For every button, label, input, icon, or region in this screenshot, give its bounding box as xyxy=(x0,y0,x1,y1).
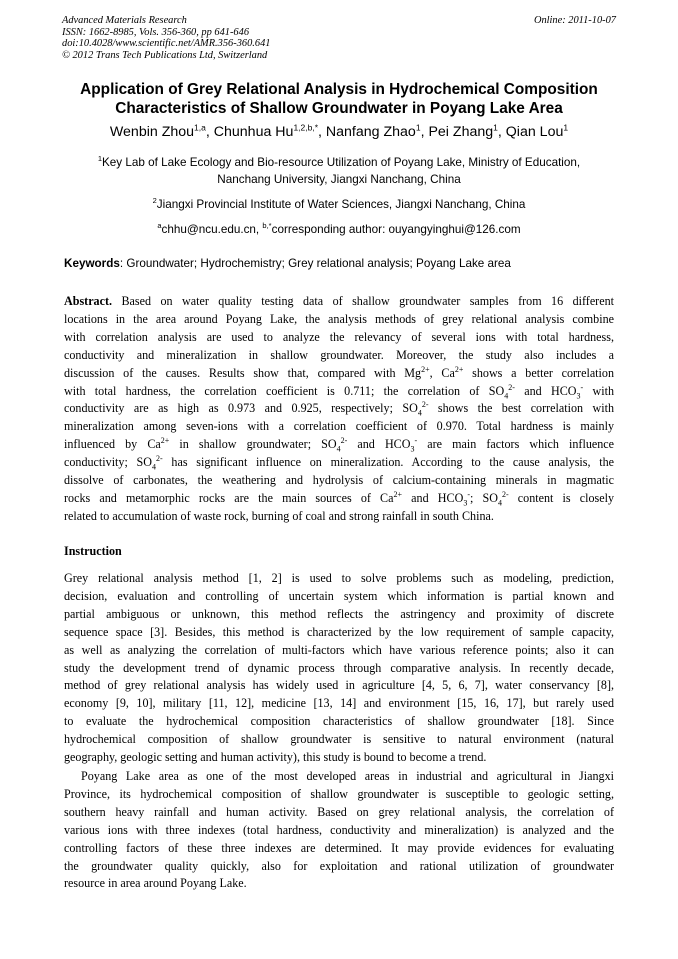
paragraph-line: Grey relational analysis method [1, 2] is used to solve problems such as modeling, prediction, xyxy=(64,571,614,585)
abstract-text: discussion of the causes. Results show that, compared with Mg xyxy=(64,365,422,380)
chemical-subscript: 4 xyxy=(152,462,157,472)
chemical-subscript: 4 xyxy=(497,498,502,508)
paragraph-line: study the development trend of dynamic process through comparative analysis. In recently decade, xyxy=(64,660,614,675)
paragraph-line: method of grey relational analysis has widely used in agriculture [4, 5, 6, 7], water conservancy [8], xyxy=(64,678,614,693)
abstract-text: with correlation analysis are used to analyze the relevancy of several ions with total hardness, xyxy=(64,329,614,344)
paper-title xyxy=(40,80,638,118)
abstract-line xyxy=(64,436,614,454)
journal-doi: doi:10.4028/www.scientific.net/AMR.356-360.641 xyxy=(62,38,271,50)
journal-header xyxy=(62,15,270,61)
paragraph-line: sequence space [3]. Besides, this method is characterized by the low requirement of sample capacity, xyxy=(64,624,614,639)
author-separator: , xyxy=(420,123,429,140)
email-b: corresponding author: ouyangyinghui@126.com xyxy=(271,222,521,236)
chemical-charge: - xyxy=(580,382,584,392)
chemical-charge: - xyxy=(414,436,418,446)
abstract-text: shows the best correlation with xyxy=(428,401,614,416)
author-name: Wenbin Zhou xyxy=(109,123,195,140)
title-line-1: Application of Grey Relational Analysis in Hydrochemical Composition xyxy=(80,81,598,98)
paragraph-line: geography, geologic setting and human activity), this study is bound to become a trend. xyxy=(64,750,487,765)
abstract xyxy=(64,293,614,526)
chemical-charge: 2+ xyxy=(393,489,403,499)
abstract-text: conductivity are as high as 0.973 and 0.925, respectively; SO xyxy=(64,401,418,416)
author-list xyxy=(20,122,658,140)
paragraph-line: Poyang Lake area as one of the most developed areas in industrial and agricultural in Jiangxi xyxy=(81,769,614,783)
paragraph-line: Province, its hydrochemical composition of shallow groundwater is susceptible to geologic setting, xyxy=(64,786,614,801)
abstract-line xyxy=(64,490,614,508)
chemical-charge: 2+ xyxy=(421,364,430,374)
affiliation-1 xyxy=(40,150,638,189)
abstract-label: Abstract. xyxy=(64,294,113,308)
email-mark: a xyxy=(157,221,162,230)
abstract-text: , Ca xyxy=(429,365,455,380)
chemical-charge: 2- xyxy=(501,489,509,499)
paragraph-line: hydrochemical composition of shallow groundwater is sensitive to natural environment (natural xyxy=(64,732,614,747)
abstract-text: shows a better correlation xyxy=(463,365,614,380)
chemical-subscript: 3 xyxy=(576,390,581,400)
author-name: Qian Lou xyxy=(505,123,564,140)
affiliation-mark: 1 xyxy=(97,154,102,163)
abstract-line xyxy=(64,383,614,401)
abstract-line xyxy=(64,365,614,383)
abstract-line xyxy=(64,311,614,329)
keywords-label: Keywords xyxy=(64,257,120,270)
journal-name: Advanced Materials Research xyxy=(62,15,187,26)
author-name: Pei Zhang xyxy=(428,123,494,140)
chemical-subscript: 4 xyxy=(504,390,509,400)
chemical-charge: 2- xyxy=(340,436,348,446)
keywords xyxy=(64,257,624,270)
paragraph-line: decision, evaluation and controlling of uncertain system which information is partial known and xyxy=(64,588,614,603)
chemical-subscript: 4 xyxy=(336,444,341,454)
abstract-text: with total hardness, the correlation coefficient is 0.711; the correlation of SO xyxy=(64,383,505,398)
abstract-line xyxy=(64,418,614,436)
abstract-line xyxy=(64,508,614,526)
paragraph-line: various ions with three indexes (total hardness, conductivity and mineralization) is analyzed and the xyxy=(64,822,614,837)
abstract-text: Based on water quality testing data of shallow groundwater samples from 16 different xyxy=(112,294,614,308)
author-name: Chunhua Hu xyxy=(213,123,294,140)
title-line-2: Characteristics of Shallow Groundwater in Poyang Lake Area xyxy=(115,100,563,117)
paragraph-line: resource in area around Poyang Lake. xyxy=(64,876,247,891)
online-date: Online: 2011-10-07 xyxy=(533,15,616,26)
author-affiliation-mark: 1 xyxy=(493,122,498,132)
abstract-line xyxy=(64,472,614,490)
author-affiliation-mark: 1,2,b,* xyxy=(293,122,319,132)
paragraph-line: economy [9, 10], military [11, 12], medicine [13, 14] and environment [15, 16, 17], but rarely used xyxy=(64,696,614,711)
author-separator: , xyxy=(205,123,214,140)
abstract-text: and HCO xyxy=(402,490,464,505)
abstract-text: influenced by Ca xyxy=(64,437,161,452)
abstract-text: in shallow groundwater; SO xyxy=(169,437,337,452)
contact-emails xyxy=(40,217,638,238)
abstract-text: has significant influence on mineralization. According to the cause analysis, the xyxy=(162,455,614,470)
section-heading: Instruction xyxy=(64,544,122,558)
paragraph-line: to evaluate the hydrochemical composition characteristics of shallow groundwater [18]. Since xyxy=(64,714,614,729)
abstract-line xyxy=(64,293,614,311)
abstract-text: conductivity and mineralization in shallow groundwater. Moreover, the study also includes a xyxy=(64,347,614,362)
chemical-charge: 2+ xyxy=(454,364,464,374)
abstract-line xyxy=(64,454,614,472)
author-separator: , xyxy=(318,123,326,140)
abstract-text: rocks and metamorphic rocks are the main sources of Ca xyxy=(64,490,394,505)
journal-copyright: © 2012 Trans Tech Publications Ltd, Switzerland xyxy=(62,49,268,61)
author-affiliation-mark: 1 xyxy=(415,122,421,132)
abstract-text: and HCO xyxy=(514,383,577,398)
chemical-subscript: 4 xyxy=(417,408,422,418)
affiliation-text: Jiangxi Provincial Institute of Water Sciences, Jiangxi Nanchang, China xyxy=(156,197,526,211)
abstract-line xyxy=(64,347,614,365)
intro-paragraph-2 xyxy=(64,768,614,893)
keywords-text: : Groundwater; Hydrochemistry; Grey relational analysis; Poyang Lake area xyxy=(119,257,511,270)
abstract-text: mineralization among seven-ions with a correlation coefficient of 0.970. Total hardness is mainly xyxy=(64,419,614,434)
chemical-charge: 2+ xyxy=(160,436,170,446)
author xyxy=(110,124,214,140)
paragraph-line: the groundwater quality quickly, also for exploitation and rational utilization of groundwater xyxy=(64,858,614,873)
affiliation-mark: 2 xyxy=(152,196,157,205)
abstract-text: with xyxy=(583,383,614,398)
affiliation-2 xyxy=(40,192,638,213)
author-separator: , xyxy=(497,123,506,140)
abstract-text: content is closely xyxy=(508,490,614,505)
abstract-text: locations in the area around Poyang Lake, the analysis methods of grey relational analysis combine xyxy=(64,311,614,326)
chemical-charge: 2- xyxy=(508,382,515,392)
email-a: chhu@ncu.edu.cn, xyxy=(161,222,263,236)
abstract-text: are main factors which influence xyxy=(417,437,615,452)
abstract-text: conductivity; SO xyxy=(64,455,153,470)
author xyxy=(326,124,429,140)
intro-paragraph-1 xyxy=(64,570,614,767)
chemical-charge: 2- xyxy=(421,400,429,410)
affiliation-text: Key Lab of Lake Ecology and Bio-resource Utilization of Poyang Lake, Ministry of Education, xyxy=(102,155,581,169)
chemical-charge: - xyxy=(467,489,470,499)
author xyxy=(506,124,568,140)
paragraph-line: controlling factors of these three indexes are determined. It may provide evidences for evaluating xyxy=(64,840,614,855)
abstract-text: and HCO xyxy=(347,437,411,452)
email-mark: b,* xyxy=(262,221,272,230)
affiliation-text: Nanchang University, Jiangxi Nanchang, China xyxy=(217,173,461,187)
chemical-subscript: 3 xyxy=(463,498,468,508)
paragraph-line: partial ambiguous or unknown, this method reflects the astringency and proximity of discrete xyxy=(64,606,614,621)
author-affiliation-mark: 1,a xyxy=(194,122,206,132)
author xyxy=(428,124,505,140)
abstract-line xyxy=(64,329,614,347)
author-name: Nanfang Zhao xyxy=(325,123,416,140)
author-affiliation-mark: 1 xyxy=(563,122,569,132)
paragraph-line: as well as analyzing the correlation of multi-factors which have various reference points; also it can xyxy=(64,642,614,657)
chemical-charge: 2- xyxy=(156,454,163,464)
abstract-line xyxy=(64,400,614,418)
abstract-text: dissolve of carbonates, the weathering and hydrolysis of calcium-containing minerals in magmatic xyxy=(64,473,614,488)
chemical-subscript: 3 xyxy=(410,444,415,454)
abstract-text: ; SO xyxy=(469,490,498,505)
abstract-text: related to accumulation of waste rock, burning of coal and strong rainfall in south China. xyxy=(64,508,494,523)
author xyxy=(214,124,326,140)
journal-issn: ISSN: 1662-8985, Vols. 356-360, pp 641-646 xyxy=(62,26,250,38)
paragraph-line: southern heavy rainfall and human activity. Based on grey relational analysis, the correlation of xyxy=(64,804,614,819)
